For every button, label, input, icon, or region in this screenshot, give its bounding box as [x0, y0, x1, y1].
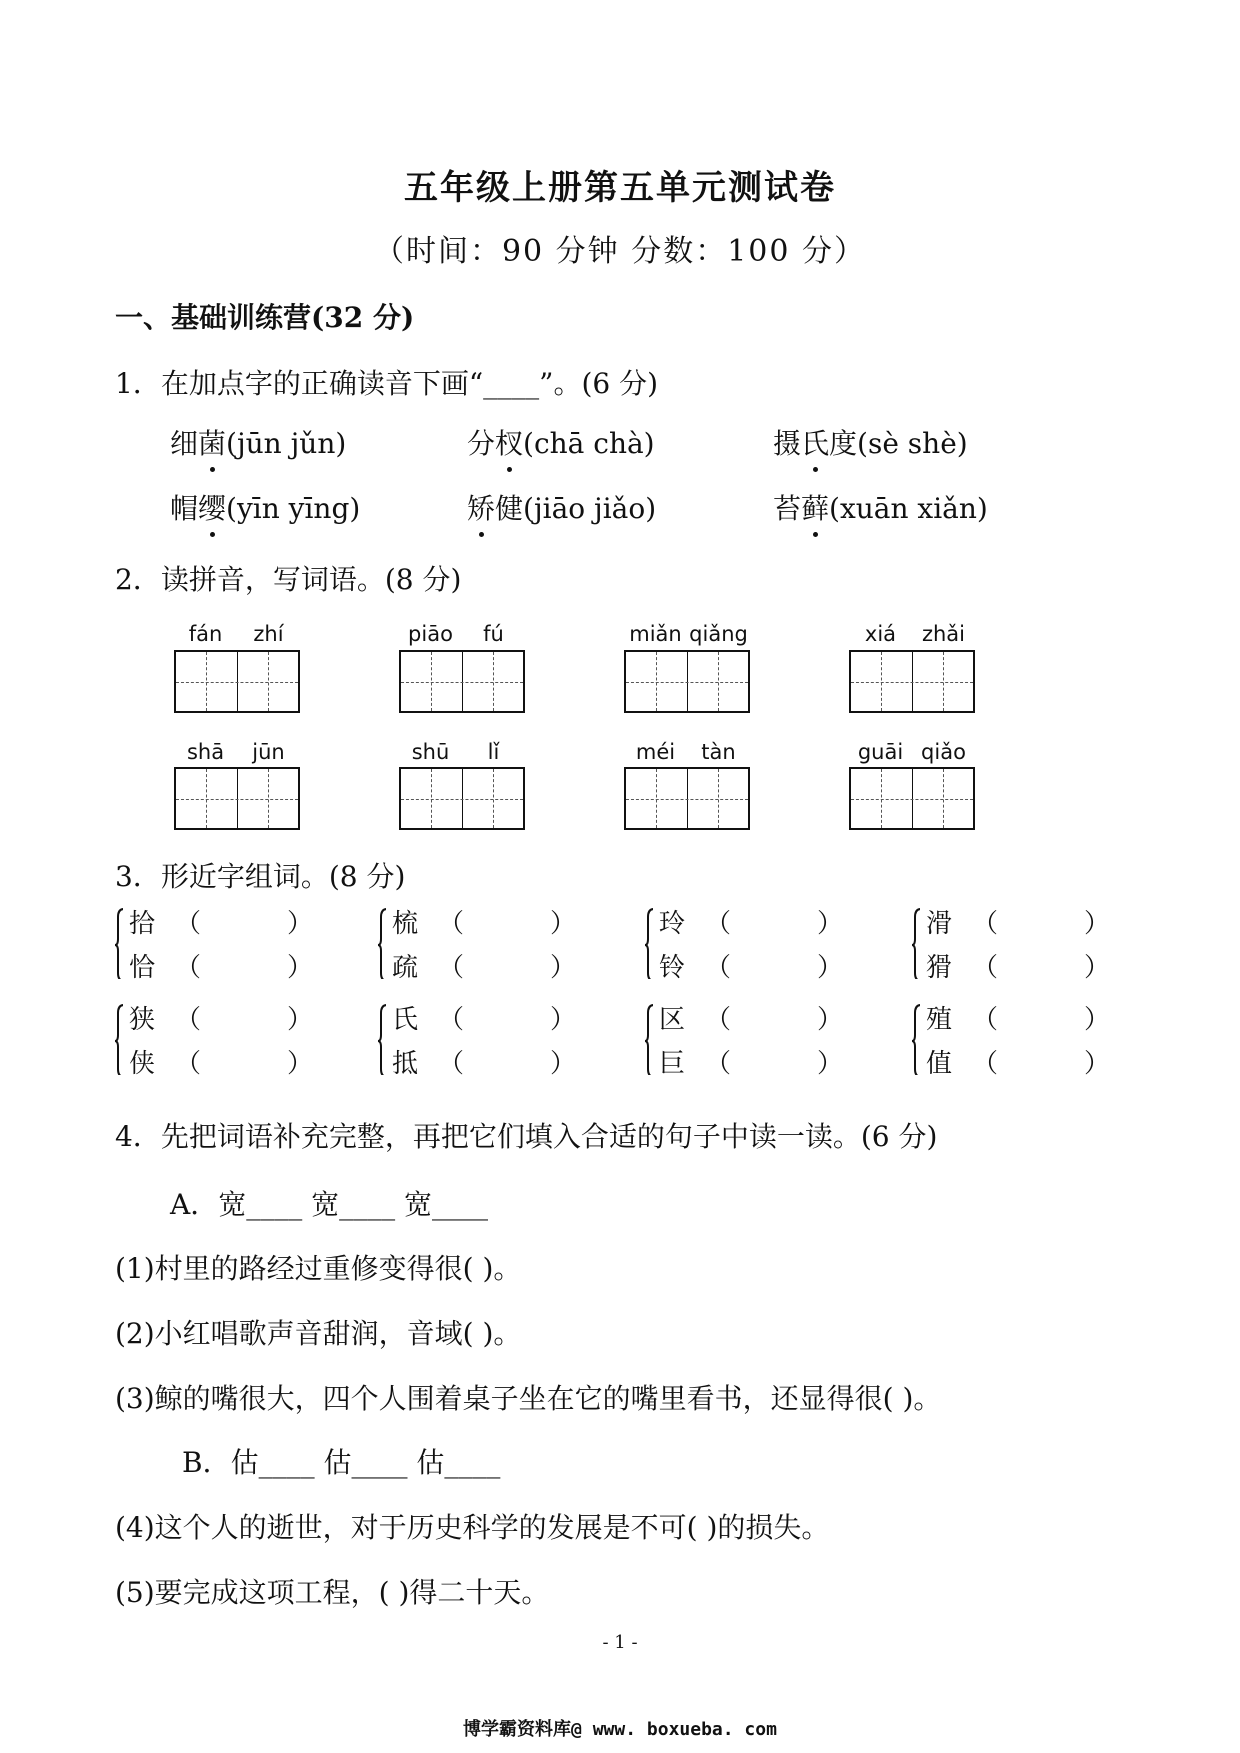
brace-icon: [378, 1003, 386, 1075]
right-paren: ）: [816, 953, 843, 983]
left-paren: （: [972, 953, 999, 983]
right-paren: ）: [286, 953, 313, 983]
character: 玲: [659, 909, 686, 939]
writing-grid[interactable]: [174, 767, 300, 830]
character: 值: [926, 1049, 953, 1079]
character: 恰: [129, 953, 156, 983]
page-title: 五年级上册第五单元测试卷: [404, 168, 836, 208]
right-paren: ）: [286, 1005, 313, 1035]
left-paren: （: [438, 909, 465, 939]
reading-item: 苔藓(xuān xiǎn): [773, 487, 988, 527]
writing-grid[interactable]: [624, 767, 750, 830]
writing-grid[interactable]: [399, 650, 525, 713]
right-paren: ）: [286, 909, 313, 939]
right-paren: ）: [1083, 1005, 1110, 1035]
left-paren: （: [175, 1049, 202, 1079]
question-1-prompt: 1．在加点字的正确读音下画“____”。(6 分): [115, 367, 659, 400]
left-paren: （: [175, 1005, 202, 1035]
right-paren: ）: [549, 953, 576, 983]
character: 侠: [129, 1049, 156, 1079]
right-paren: ）: [816, 1049, 843, 1079]
right-paren: ）: [816, 909, 843, 939]
brace-icon: [378, 907, 386, 979]
question-4-prompt: 4．先把词语补充完整，再把它们填入合适的句子中读一读。(6 分): [115, 1120, 938, 1153]
left-paren: （: [972, 1005, 999, 1035]
watermark-text: 博学霸资料库@ www. boxueba. com: [463, 1719, 777, 1740]
sentence-4: (4)这个人的逝世，对于历史科学的发展是不可( )的损失。: [115, 1511, 830, 1544]
word-completion-b: B．估____ 估____ 估____: [182, 1446, 501, 1479]
reading-item: 矫健(jiāo jiǎo): [467, 487, 656, 527]
writing-grid[interactable]: [624, 650, 750, 713]
character: 巨: [659, 1049, 686, 1079]
left-paren: （: [705, 909, 732, 939]
word-completion-a: A．宽____ 宽____ 宽____: [170, 1188, 489, 1221]
reading-item: 分杈(chā chà): [467, 422, 655, 462]
brace-icon: [912, 1003, 920, 1075]
right-paren: ）: [816, 1005, 843, 1035]
left-paren: （: [175, 909, 202, 939]
character: 氏: [392, 1005, 419, 1035]
left-paren: （: [438, 1049, 465, 1079]
brace-icon: [912, 907, 920, 979]
left-paren: （: [972, 1049, 999, 1079]
question-3-prompt: 3．形近字组词。(8 分): [115, 860, 406, 893]
right-paren: ）: [286, 1049, 313, 1079]
character: 狭: [129, 1005, 156, 1035]
left-paren: （: [705, 1049, 732, 1079]
right-paren: ）: [1083, 1049, 1110, 1079]
question-2-prompt: 2．读拼音，写词语。(8 分): [115, 563, 462, 596]
page-number: - 1 -: [602, 1632, 638, 1653]
sentence-2: (2)小红唱歌声音甜润，音域( )。: [115, 1317, 522, 1350]
character: 梳: [392, 909, 419, 939]
section-heading-1: 一、基础训练营(32 分): [115, 301, 415, 334]
character: 区: [659, 1005, 686, 1035]
brace-icon: [645, 907, 653, 979]
left-paren: （: [438, 1005, 465, 1035]
character: 铃: [659, 953, 686, 983]
brace-icon: [645, 1003, 653, 1075]
writing-grid[interactable]: [849, 650, 975, 713]
writing-grid[interactable]: [174, 650, 300, 713]
reading-item: 摄氏度(sè shè): [773, 422, 968, 462]
character: 拾: [129, 909, 156, 939]
brace-icon: [115, 1003, 123, 1075]
left-paren: （: [705, 953, 732, 983]
reading-item: 细菌(jūn jǔn): [170, 422, 346, 462]
reading-item: 帽缨(yīn yīng): [170, 487, 360, 527]
character: 抵: [392, 1049, 419, 1079]
left-paren: （: [705, 1005, 732, 1035]
right-paren: ）: [549, 909, 576, 939]
writing-grid[interactable]: [849, 767, 975, 830]
brace-icon: [115, 907, 123, 979]
character: 滑: [926, 909, 953, 939]
exam-info: （时间：90 分钟 分数：100 分）: [373, 234, 867, 269]
character: 殖: [926, 1005, 953, 1035]
right-paren: ）: [1083, 953, 1110, 983]
right-paren: ）: [1083, 909, 1110, 939]
right-paren: ）: [549, 1049, 576, 1079]
character: 猾: [926, 953, 953, 983]
sentence-3: (3)鲸的嘴很大，四个人围着桌子坐在它的嘴里看书，还显得很( )。: [115, 1382, 942, 1415]
character: 疏: [392, 953, 419, 983]
right-paren: ）: [549, 1005, 576, 1035]
sentence-1: (1)村里的路经过重修变得很( )。: [115, 1252, 522, 1285]
left-paren: （: [175, 953, 202, 983]
left-paren: （: [438, 953, 465, 983]
writing-grid[interactable]: [399, 767, 525, 830]
left-paren: （: [972, 909, 999, 939]
sentence-5: (5)要完成这项工程，( )得二十天。: [115, 1576, 550, 1609]
